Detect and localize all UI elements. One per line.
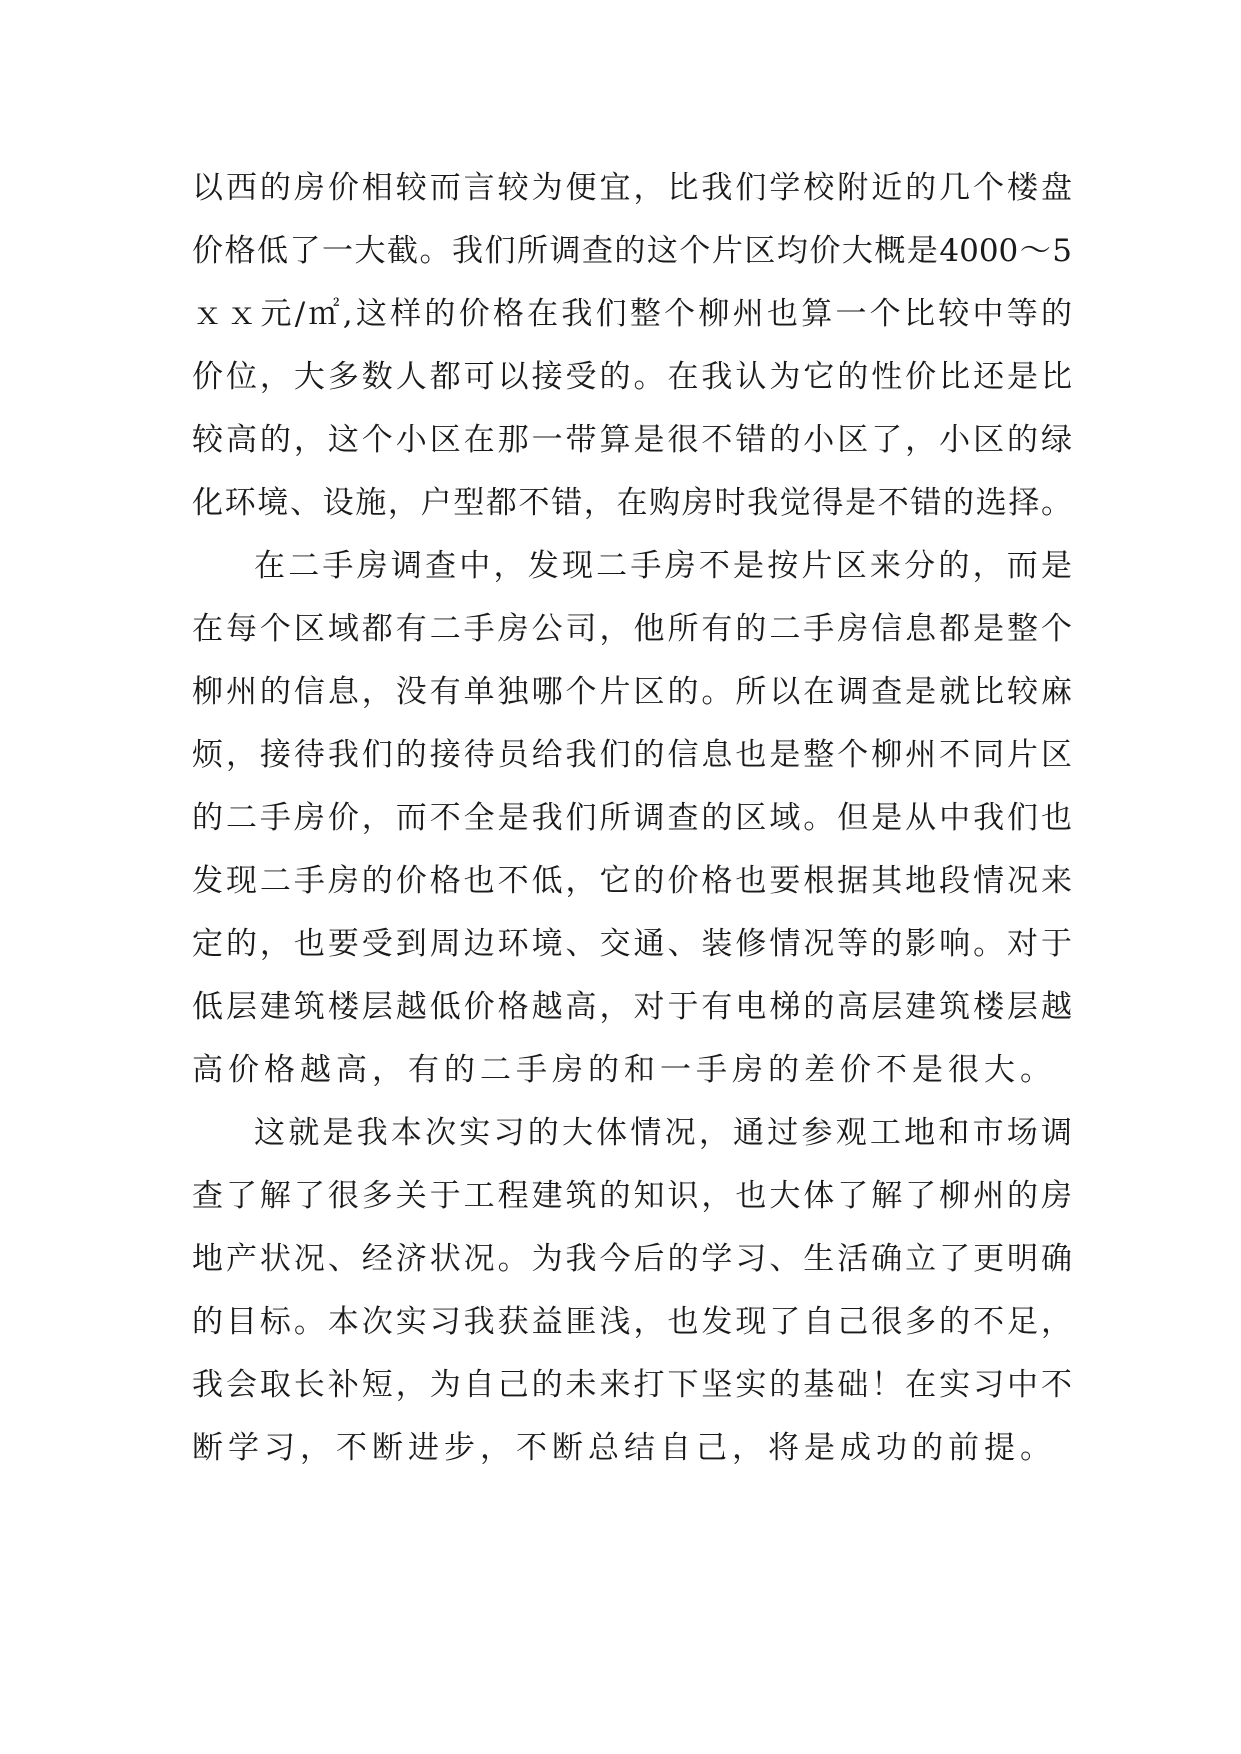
text-line: ｘｘ元/㎡,这样的价格在我们整个柳州也算一个比较中等的 (192, 296, 1072, 332)
text-line: 的目标。本次实习我获益匪浅，也发现了自己很多的不足， (192, 1304, 1072, 1340)
text-line: 我会取长补短，为自己的未来打下坚实的基础！在实习中不 (192, 1367, 1072, 1403)
paragraph-end-line: 高价格越高，有的二手房的和一手房的差价不是很大。 (192, 1052, 1056, 1088)
text-line: 价格低了一大截。我们所调查的这个片区均价大概是4000～5 (192, 233, 1072, 269)
text-line: 价位，大多数人都可以接受的。在我认为它的性价比还是比 (192, 359, 1072, 395)
paragraph-start-line: 这就是我本次实习的大体情况，通过参观工地和市场调 (254, 1115, 1072, 1151)
text-line: 在每个区域都有二手房公司，他所有的二手房信息都是整个 (192, 611, 1072, 647)
paragraph-end-line: 断学习，不断进步，不断总结自己，将是成功的前提。 (192, 1430, 1056, 1466)
text-line: 较高的，这个小区在那一带算是很不错的小区了，小区的绿 (192, 422, 1072, 458)
text-line: 定的，也要受到周边环境、交通、装修情况等的影响。对于 (192, 926, 1072, 962)
text-line: 地产状况、经济状况。为我今后的学习、生活确立了更明确 (192, 1241, 1072, 1277)
body-text (192, 157, 1072, 1480)
text-line: 化环境、设施，户型都不错，在购房时我觉得是不错的选择。 (192, 485, 1072, 521)
text-line: 查了解了很多关于工程建筑的知识，也大体了解了柳州的房 (192, 1178, 1072, 1214)
paragraph-start-line: 在二手房调查中，发现二手房不是按片区来分的，而是 (254, 548, 1072, 584)
text-line: 发现二手房的价格也不低，它的价格也要根据其地段情况来 (192, 863, 1072, 899)
text-line: 以西的房价相较而言较为便宜，比我们学校附近的几个楼盘 (192, 170, 1072, 206)
text-line: 烦，接待我们的接待员给我们的信息也是整个柳州不同片区 (192, 737, 1072, 773)
text-line: 柳州的信息，没有单独哪个片区的。所以在调查是就比较麻 (192, 674, 1072, 710)
text-line: 低层建筑楼层越低价格越高，对于有电梯的高层建筑楼层越 (192, 989, 1072, 1025)
text-line: 的二手房价，而不全是我们所调查的区域。但是从中我们也 (192, 800, 1072, 836)
